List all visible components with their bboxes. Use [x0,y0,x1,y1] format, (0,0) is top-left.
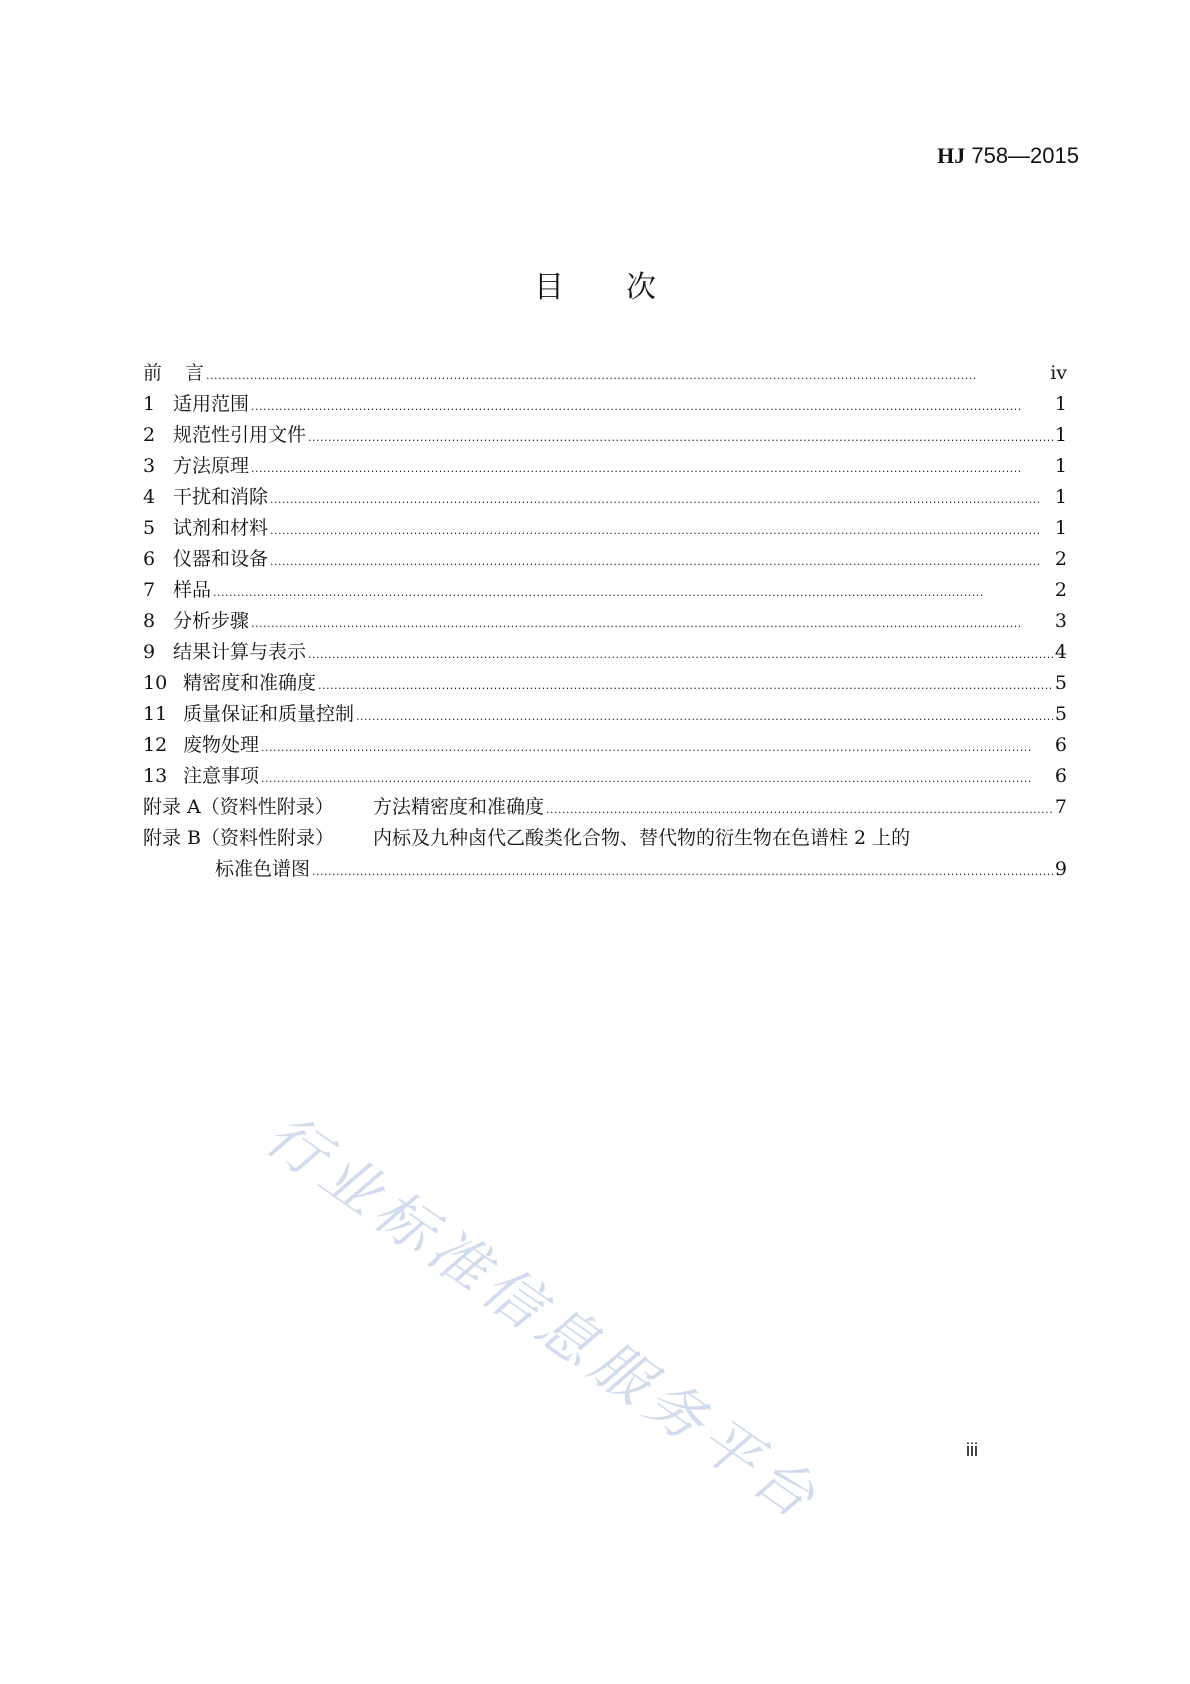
dot-leader [356,701,1053,732]
toc-page: 4 [1054,641,1067,663]
standard-number [937,143,1079,169]
toc-number: 5 [143,517,156,539]
dot-leader [206,360,1048,391]
toc-page: 5 [1054,703,1067,725]
dot-leader [251,608,1053,639]
toc-page: 1 [1054,455,1067,477]
toc-label: 言 [185,362,205,384]
dot-leader [270,484,1053,515]
toc-number: 11 [143,703,168,725]
toc-label: 分析步骤 [173,610,250,632]
toc-page: 2 [1054,579,1067,601]
toc-entry-annex-b-continuation[interactable] [143,854,1067,885]
table-of-contents [143,358,1067,885]
toc-label: 结果计算与表示 [173,641,307,663]
toc-label: 方法精密度和准确度 [373,796,545,818]
toc-label: 规范性引用文件 [173,424,307,446]
toc-entry-10[interactable] [143,668,1067,699]
annex-code: 附录 A（资料性附录） [143,796,334,818]
toc-entry-foreword[interactable] [143,358,1067,389]
watermark: 行业标准信息服务平台 [253,1100,834,1535]
toc-number: 8 [143,610,156,632]
toc-page: 5 [1054,672,1067,694]
toc-entry-annex-b[interactable] [143,823,1067,854]
toc-label: 质量保证和质量控制 [183,703,355,725]
toc-page: 6 [1054,765,1067,787]
annex-code: 附录 B（资料性附录） [143,827,335,849]
standard-code: 758—2015 [971,143,1079,168]
toc-number: 1 [143,393,156,415]
toc-entry-13[interactable] [143,761,1067,792]
toc-label: 试剂和材料 [173,517,269,539]
toc-page: iv [1050,362,1067,384]
toc-label: 样品 [173,579,212,601]
toc-entry-8[interactable] [143,606,1067,637]
standard-prefix: HJ [937,143,966,168]
dot-leader [251,453,1053,484]
toc-number: 3 [143,455,156,477]
toc-number: 2 [143,424,156,446]
toc-number: 12 [143,734,168,756]
toc-number: 10 [143,672,168,694]
toc-entry-3[interactable] [143,451,1067,482]
page-title: 目次 [534,270,718,305]
toc-page: 1 [1054,424,1067,446]
toc-label: 废物处理 [183,734,260,756]
dot-leader [261,763,1053,794]
toc-label: 内标及九种卤代乙酸类化合物、替代物的衍生物在色谱柱 2 上的 [373,827,911,849]
toc-page: 2 [1054,548,1067,570]
toc-number: 9 [143,641,156,663]
dot-leader [270,546,1053,577]
toc-entry-4[interactable] [143,482,1067,513]
dot-leader [213,577,1053,608]
toc-label: 适用范围 [173,393,250,415]
dot-leader [308,422,1053,453]
toc-page: 1 [1054,393,1067,415]
toc-number: 7 [143,579,156,601]
toc-entry-9[interactable] [143,637,1067,668]
toc-entry-2[interactable] [143,420,1067,451]
toc-number: 6 [143,548,156,570]
toc-label: 仪器和设备 [173,548,269,570]
toc-label: 方法原理 [173,455,250,477]
toc-label: 精密度和准确度 [183,672,317,694]
toc-entry-5[interactable] [143,513,1067,544]
dot-leader [308,639,1053,670]
toc-entry-12[interactable] [143,730,1067,761]
toc-entry-6[interactable] [143,544,1067,575]
dot-leader [312,856,1053,887]
dot-leader [546,794,1053,825]
dot-leader [270,515,1053,546]
toc-page: 1 [1054,486,1067,508]
toc-page: 1 [1054,517,1067,539]
dot-leader [318,670,1053,701]
toc-number: 前 [143,362,163,384]
dot-leader [251,391,1053,422]
toc-page: 9 [1054,858,1067,880]
toc-label: 注意事项 [183,765,260,787]
toc-label: 标准色谱图 [215,858,311,880]
dot-leader [261,732,1053,763]
toc-page: 6 [1054,734,1067,756]
toc-entry-11[interactable] [143,699,1067,730]
toc-entry-annex-a[interactable] [143,792,1067,823]
toc-label: 干扰和消除 [173,486,269,508]
toc-number: 13 [143,765,168,787]
toc-page: 3 [1054,610,1067,632]
toc-number: 4 [143,486,156,508]
toc-entry-7[interactable] [143,575,1067,606]
page-number: iii [966,1440,978,1460]
toc-page: 7 [1054,796,1067,818]
toc-entry-1[interactable] [143,389,1067,420]
